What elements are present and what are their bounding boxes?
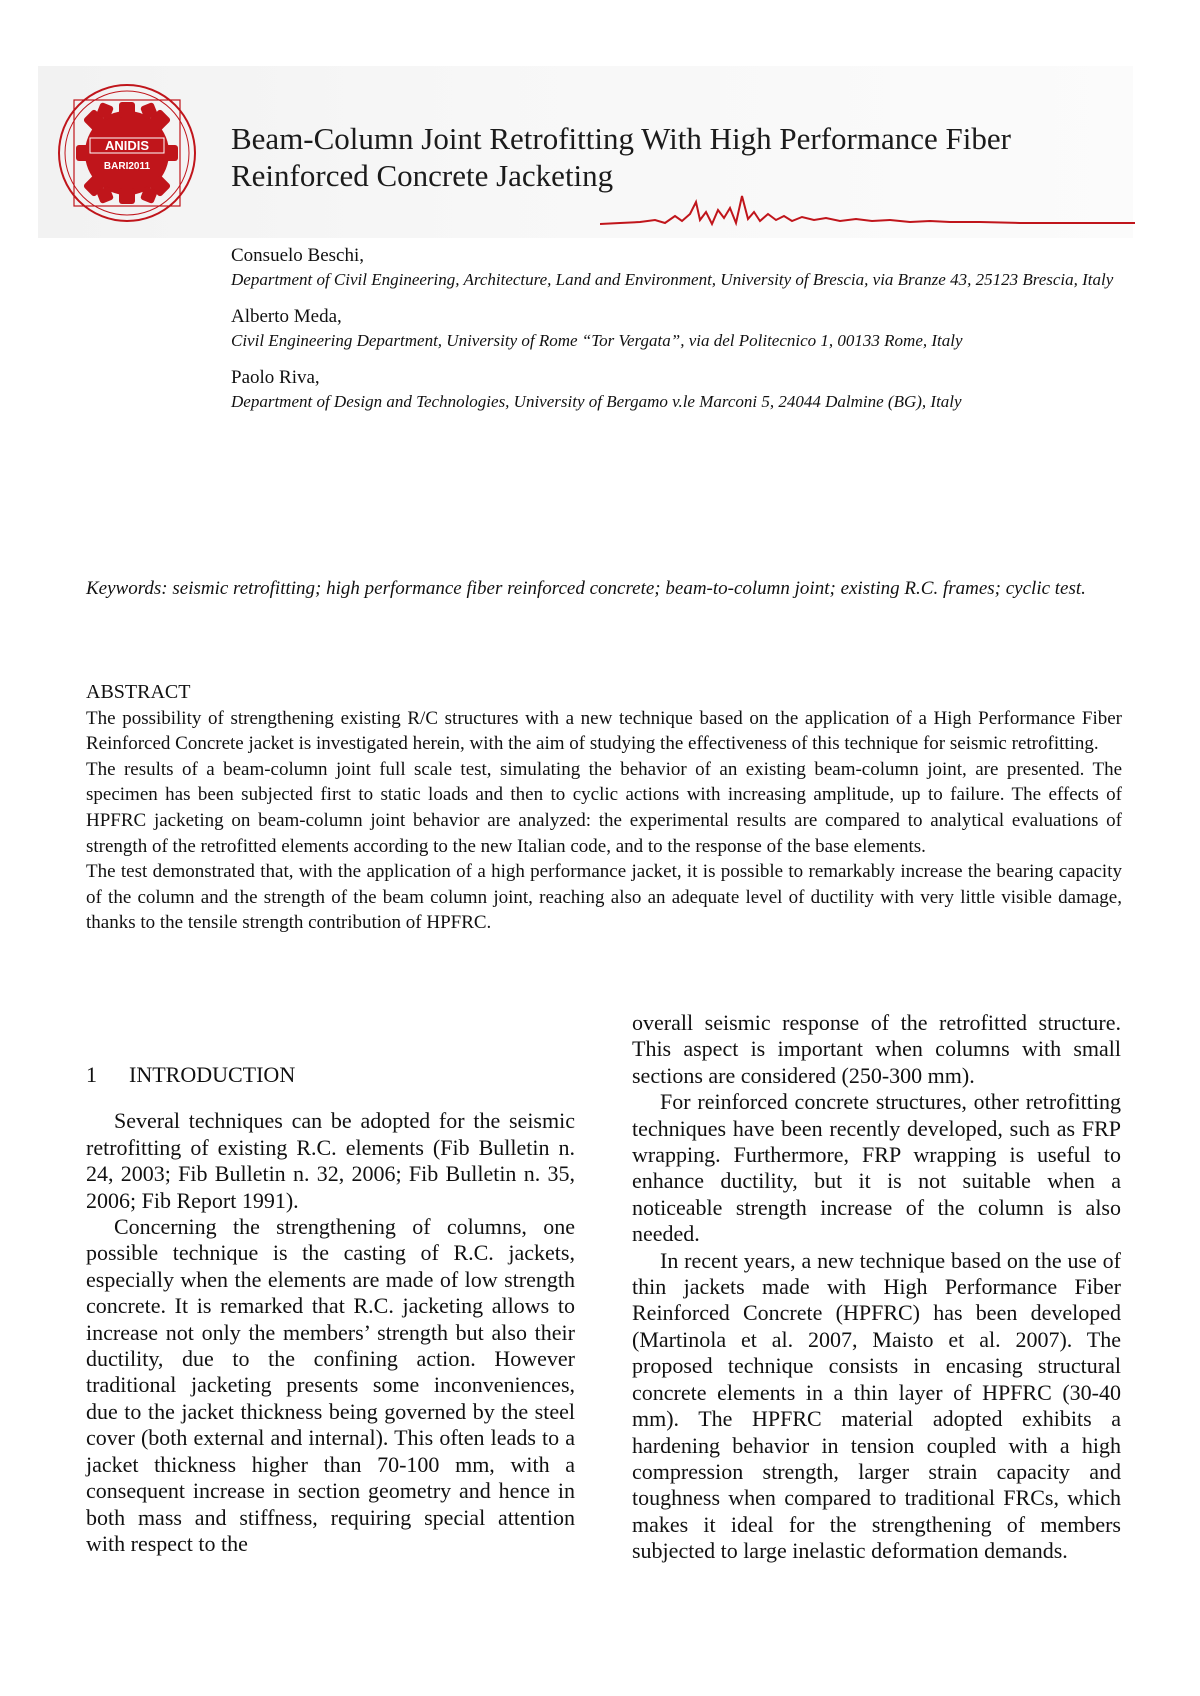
seismogram-decoration bbox=[600, 190, 1135, 238]
section-heading bbox=[86, 1062, 575, 1088]
body-paragraph: Several techniques can be adopted for the seismic retrofitting of existing R.C. elements (Fib Bulletin n. 24, 2003; Fib Bulletin n. 32, 2006; Fib Bulletin n. 35, 2006; Fib Report 1991). bbox=[86, 1108, 575, 1213]
keywords: Keywords: seismic retrofitting; high performance fiber reinforced concrete; beam-to-column joint; existing R.C. frames; cyclic test. bbox=[86, 578, 1086, 599]
section-title: INTRODUCTION bbox=[129, 1062, 296, 1087]
author-list bbox=[231, 244, 1131, 427]
logo-top-text: ANIDIS bbox=[104, 138, 150, 153]
author-affiliation: Civil Engineering Department, University of Rome “Tor Vergata”, via del Politecnico 1, 00133 Rome, Italy bbox=[231, 331, 963, 350]
abstract-paragraph: The possibility of strengthening existing R/C structures with a new technique based on the application of a High Performance Fiber Reinforced Concrete jacket is investigated herein, with the aim of studying the effectiveness of this technique for seismic retrofitting. bbox=[86, 707, 1122, 755]
paper-title: Beam-Column Joint Retrofitting With High Performance Fiber Reinforced Concrete Jacketing bbox=[231, 121, 1011, 193]
body-paragraph: Concerning the strengthening of columns, one possible technique is the casting of R.C. jackets, especially when the elements are made of low strength concrete. It is remarked that R.C. jacketing allows to increase not only the members’ strength but also their ductility, due to the confining action. However traditional jacketing presents some inconveniences, due to the jacket thickness being governed by the steel cover (both external and internal). This often leads to a jacket thickness higher than 70-100 mm, with a consequent increase in section geometry and hence in both mass and stiffness, requiring special attention with respect to the bbox=[86, 1214, 575, 1556]
abstract-heading: ABSTRACT bbox=[86, 681, 191, 703]
right-column bbox=[632, 1010, 1121, 1565]
abstract-paragraph: The results of a beam-column joint full scale test, simulating the behavior of an existing beam-column joint, are presented. The specimen has been subjected first to static loads and then to cyclic actions with increasing amplitude, up to failure. The effects of HPFRC jacketing on beam-column joint behavior are analyzed: the experimental results are compared to analytical evaluations of strength of the retrofitted elements according to the new Italian code, and to the response of the base elements. bbox=[86, 758, 1122, 857]
author-name: Paolo Riva, bbox=[231, 367, 320, 388]
body-paragraph: For reinforced concrete structures, other retrofitting techniques have been recently developed, such as FRP wrapping. Furthermore, FRP wrapping is useful to enhance ductility, but it is not suitable when a noticeable strength increase of the column is also needed. bbox=[632, 1089, 1121, 1247]
section-number: 1 bbox=[86, 1062, 97, 1087]
author-affiliation: Department of Design and Technologies, University of Bergamo v.le Marconi 5, 24044 Dalmine (BG), Italy bbox=[231, 392, 962, 411]
author-affiliation: Department of Civil Engineering, Architecture, Land and Environment, University of Brescia, via Branze 43, 25123 Brescia, Italy bbox=[231, 270, 1114, 289]
body-paragraph: overall seismic response of the retrofitted structure. This aspect is important when columns with small sections are considered (250-300 mm). bbox=[632, 1010, 1121, 1088]
body-paragraph: In recent years, a new technique based on the use of thin jackets made with High Performance Fiber Reinforced Concrete (HPFRC) has been developed (Martinola et al. 2007, Maisto et al. 2007). The proposed technique consists in encasing structural concrete elements in a thin layer of HPFRC (30-40 mm). The HPFRC material adopted exhibits a hardening behavior in tension coupled with a high compression strength, larger strain capacity and toughness when compared to traditional FRCs, which makes it ideal for the strengthening of members subjected to large inelastic deformation demands. bbox=[632, 1247, 1121, 1564]
abstract-paragraph: The test demonstrated that, with the application of a high performance jacket, it is possible to remarkably increase the bearing capacity of the column and the strength of the beam column joint, reaching also an adequate level of ductility with very little visible damage, thanks to the tensile strength contribution of HPFRC. bbox=[86, 861, 1122, 934]
abstract-section bbox=[86, 680, 1122, 936]
conference-logo bbox=[56, 82, 198, 224]
author-name: Consuelo Beschi, bbox=[231, 245, 364, 266]
author-name: Alberto Meda, bbox=[231, 306, 342, 327]
logo-bottom-text: BARI2011 bbox=[103, 161, 151, 172]
left-column bbox=[86, 1062, 575, 1557]
